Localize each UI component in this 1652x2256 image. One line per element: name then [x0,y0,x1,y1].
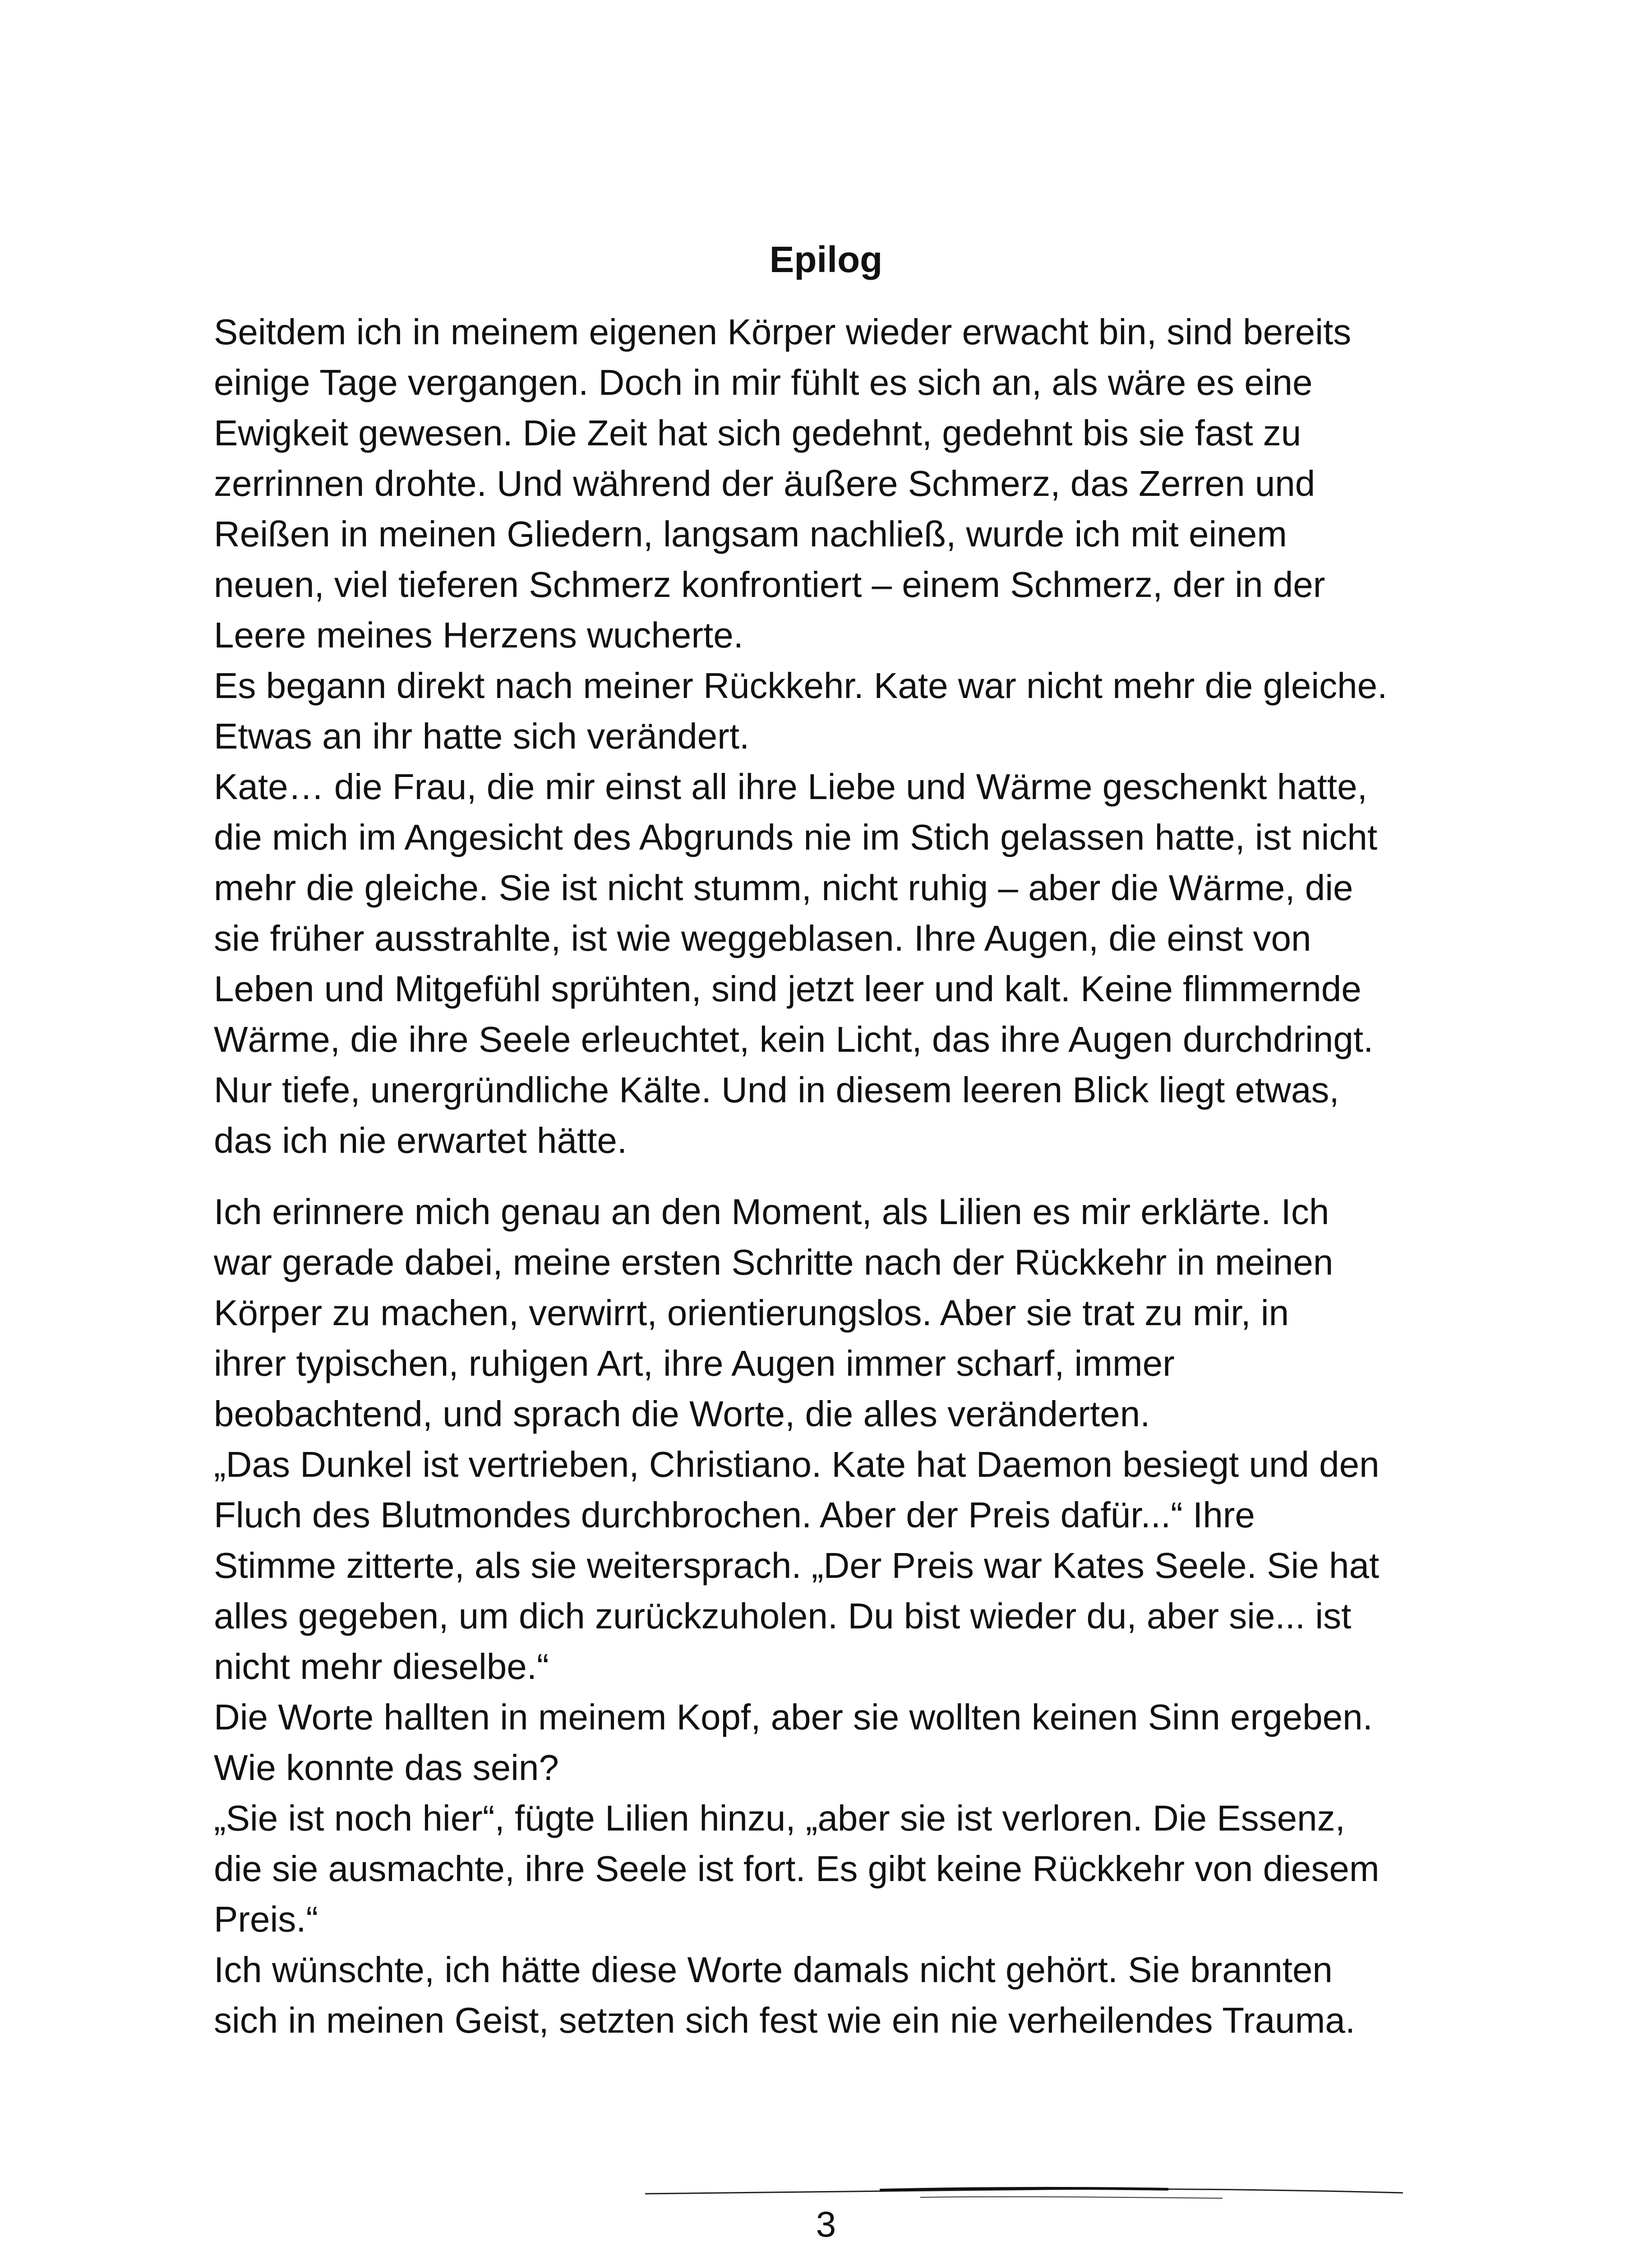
text-line: Reißen in meinen Gliedern, langsam nachließ, wurde ich mit einem [214,514,1287,554]
page-number: 3 [816,2204,836,2244]
text-line: Ewigkeit gewesen. Die Zeit hat sich gedehnt, gedehnt bis sie fast zu [214,413,1301,453]
text-line: die sie ausmachte, ihre Seele ist fort. Es gibt keine Rückkehr von diesem [214,1849,1380,1889]
text-line: nicht mehr dieselbe.“ [214,1646,549,1687]
text-line: Ich wünschte, ich hätte diese Worte damals nicht gehört. Sie brannten [214,1950,1333,1990]
text-line: beobachtend, und sprach die Worte, die alles veränderten. [214,1394,1150,1434]
text-line: Nur tiefe, unergründliche Kälte. Und in diesem leeren Blick liegt etwas, [214,1070,1339,1110]
text-line: Ich erinnere mich genau an den Moment, als Lilien es mir erklärte. Ich [214,1192,1329,1232]
text-line: Stimme zitterte, als sie weitersprach. „Der Preis war Kates Seele. Sie hat [214,1545,1380,1586]
text-line: neuen, viel tieferen Schmerz konfrontiert – einem Schmerz, der in der [214,564,1325,605]
text-line: „Sie ist noch hier“, fügte Lilien hinzu, „aber sie ist verloren. Die Essenz, [214,1798,1345,1838]
text-line: Wärme, die ihre Seele erleuchtet, kein Licht, das ihre Augen durchdringt. [214,1019,1374,1059]
text-line: das ich nie erwartet hätte. [214,1120,628,1160]
text-line: Etwas an ihr hatte sich verändert. [214,716,750,756]
text-line: Fluch des Blutmondes durchbrochen. Aber der Preis dafür...“ Ihre [214,1495,1255,1535]
text-line: „Das Dunkel ist vertrieben, Christiano. Kate hat Daemon besiegt und den [214,1444,1380,1484]
text-line: alles gegeben, um dich zurückzuholen. Du bist wieder du, aber sie... ist [214,1596,1352,1636]
text-line: zerrinnen drohte. Und während der äußere Schmerz, das Zerren und [214,463,1315,504]
text-line: Kate… die Frau, die mir einst all ihre Liebe und Wärme geschenkt hatte, [214,767,1367,807]
text-line: ihrer typischen, ruhigen Art, ihre Augen immer scharf, immer [214,1343,1175,1383]
text-line: Wie konnte das sein? [214,1747,559,1788]
text-line: mehr die gleiche. Sie ist nicht stumm, nicht ruhig – aber die Wärme, die [214,868,1353,908]
chapter-title: Epilog [769,239,883,280]
text-line: sich in meinen Geist, setzten sich fest wie ein nie verheilendes Trauma. [214,2000,1356,2040]
text-line: einige Tage vergangen. Doch in mir fühlt es sich an, als wäre es eine [214,362,1313,402]
text-line: sie früher ausstrahlte, ist wie weggeblasen. Ihre Augen, die einst von [214,918,1311,958]
text-line: Die Worte hallten in meinem Kopf, aber sie wollten keinen Sinn ergeben. [214,1697,1373,1737]
text-line: Körper zu machen, verwirrt, orientierungslos. Aber sie trat zu mir, in [214,1293,1289,1333]
text-line: die mich im Angesicht des Abgrunds nie im Stich gelassen hatte, ist nicht [214,817,1378,857]
text-line: Es begann direkt nach meiner Rückkehr. Kate war nicht mehr die gleiche. [214,666,1388,706]
footer-rule [645,2184,1403,2202]
text-line: war gerade dabei, meine ersten Schritte nach der Rückkehr in meinen [214,1242,1334,1282]
text-line: Leere meines Herzens wucherte. [214,615,743,655]
text-line: Seitdem ich in meinem eigenen Körper wieder erwacht bin, sind bereits [214,312,1352,352]
text-line: Leben und Mitgefühl sprühten, sind jetzt leer und kalt. Keine flimmernde [214,969,1361,1009]
paragraph-block-1 [214,307,1477,1166]
paragraph-block-2 [214,1187,1477,2046]
text-line: Preis.“ [214,1899,318,1939]
